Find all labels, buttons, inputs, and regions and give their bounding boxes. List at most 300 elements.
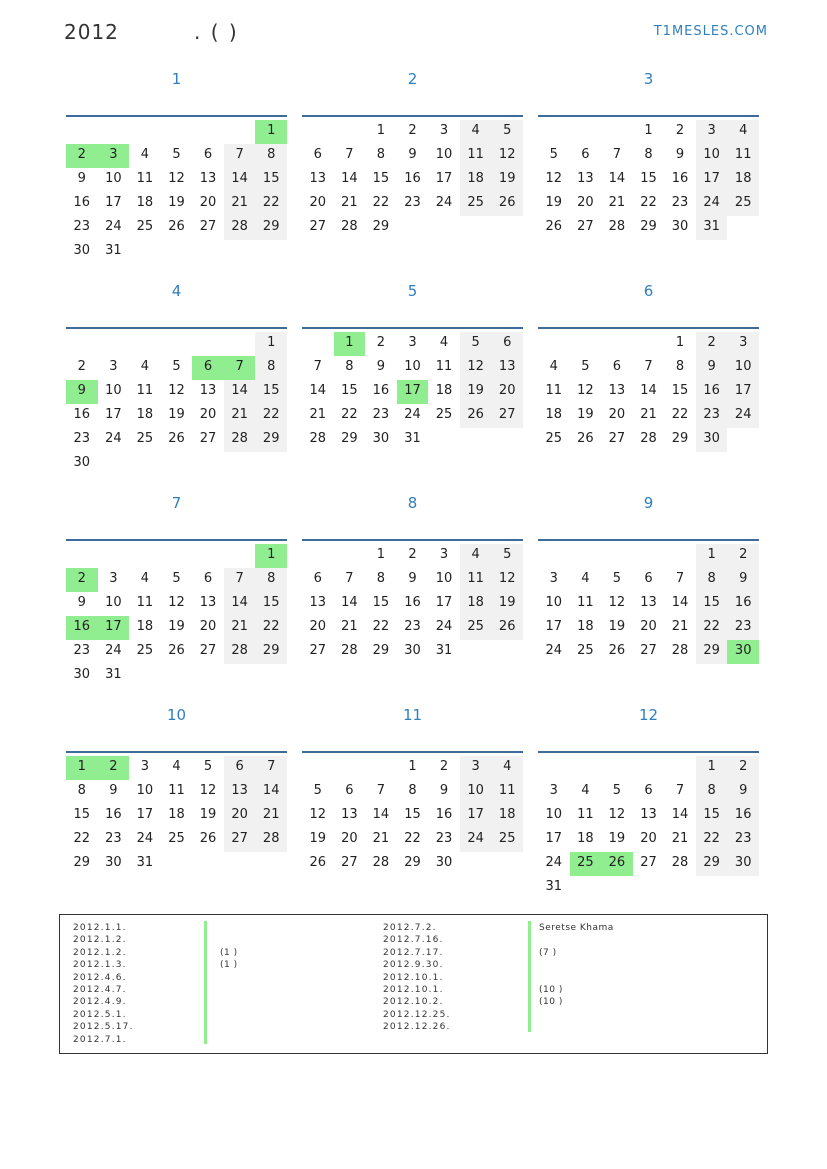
day-cell: 9: [727, 780, 759, 804]
day-blank: [334, 756, 366, 780]
day-blank: [601, 756, 633, 780]
day-cell: 13: [608, 383, 626, 398]
day-cell: 15: [671, 383, 689, 398]
day-cell: 25: [545, 431, 563, 446]
day-cell: 18: [727, 168, 759, 192]
holiday-day-cell: 16: [66, 616, 98, 640]
month-title: 7: [171, 494, 182, 512]
day-cell: 30: [404, 643, 421, 658]
day-cell: 21: [608, 195, 626, 210]
day-cell: 20: [309, 195, 327, 210]
holiday-day-cell: 17: [98, 616, 130, 640]
month-divider: [302, 539, 523, 541]
day-cell: 8: [376, 147, 386, 162]
day-cell: 7: [255, 756, 287, 780]
legend-date: 2012.10.1.: [383, 984, 444, 995]
day-cell: 13: [224, 780, 256, 804]
day-cell: 3: [696, 120, 728, 144]
day-cell: 17: [435, 595, 453, 610]
day-cell: 21: [224, 404, 256, 428]
day-blank: [129, 332, 161, 356]
month-6: [538, 282, 759, 494]
month-8: [302, 494, 523, 706]
day-cell: 24: [460, 828, 492, 852]
day-blank: [601, 120, 633, 144]
day-cell: 28: [341, 219, 358, 234]
day-cell: 17: [727, 380, 759, 404]
day-cell: 12: [491, 568, 523, 592]
day-cell: 2: [376, 335, 386, 350]
day-blank: [570, 120, 602, 144]
day-grid: [538, 332, 759, 452]
day-blank: [66, 332, 98, 356]
day-cell: 24: [727, 404, 759, 428]
day-cell: 11: [168, 783, 185, 798]
day-grid: [66, 544, 287, 688]
day-blank: [601, 332, 633, 356]
legend-note: [539, 1022, 614, 1034]
day-cell: 20: [577, 195, 594, 210]
day-cell: 25: [491, 828, 523, 852]
month-title: 8: [407, 494, 418, 512]
day-cell: 5: [581, 359, 590, 374]
day-blank: [302, 120, 334, 144]
day-grid: [538, 120, 759, 240]
day-blank: [161, 332, 193, 356]
legend-date: 2012.12.26.: [383, 1022, 451, 1033]
day-cell: 27: [640, 643, 657, 658]
day-cell: 16: [671, 171, 689, 186]
month-title: 3: [643, 70, 654, 88]
day-cell: 7: [224, 144, 256, 168]
day-cell: 28: [224, 428, 256, 452]
legend-note: [220, 923, 238, 935]
day-cell: 17: [105, 195, 122, 210]
day-cell: 8: [696, 568, 728, 592]
legend-date: 2012.4.7.: [73, 984, 127, 995]
day-cell: 7: [675, 783, 685, 798]
day-cell: 28: [608, 219, 626, 234]
day-blank: [365, 756, 397, 780]
day-cell: 4: [727, 120, 759, 144]
day-cell: 24: [404, 407, 421, 422]
day-blank: [664, 756, 696, 780]
day-cell: 12: [491, 144, 523, 168]
day-blank: [570, 332, 602, 356]
day-cell: 25: [168, 831, 185, 846]
day-cell: 27: [309, 643, 327, 658]
day-cell: 30: [73, 667, 91, 682]
day-cell: 10: [696, 144, 728, 168]
month-9: [538, 494, 759, 706]
day-cell: 27: [341, 855, 358, 870]
day-grid: [538, 756, 759, 900]
month-12: [538, 706, 759, 918]
day-cell: 3: [109, 571, 118, 586]
day-blank: [302, 756, 334, 780]
day-cell: 6: [224, 756, 256, 780]
day-cell: 23: [696, 404, 728, 428]
day-cell: 20: [608, 407, 626, 422]
day-cell: 19: [168, 407, 185, 422]
day-cell: 21: [671, 619, 689, 634]
day-cell: 5: [172, 571, 181, 586]
day-cell: 8: [255, 568, 287, 592]
month-title: 5: [407, 282, 418, 300]
legend-left-marker: [204, 921, 207, 1044]
day-cell: 24: [545, 855, 563, 870]
day-cell: 11: [460, 144, 492, 168]
day-cell: 3: [109, 359, 118, 374]
legend-note: (1 ): [220, 947, 238, 958]
holiday-legend: [59, 914, 768, 1054]
day-cell: 12: [460, 356, 492, 380]
day-cell: 23: [727, 616, 759, 640]
day-blank: [98, 332, 130, 356]
day-cell: 7: [345, 147, 354, 162]
day-cell: 20: [224, 804, 256, 828]
day-cell: 18: [136, 407, 154, 422]
day-cell: 14: [341, 171, 358, 186]
day-cell: 26: [545, 219, 563, 234]
legend-note: [539, 1010, 614, 1022]
site-link[interactable]: T1MESLES.COM: [653, 24, 768, 39]
day-cell: 27: [577, 219, 594, 234]
day-blank: [192, 120, 224, 144]
day-cell: 5: [491, 544, 523, 568]
day-cell: 30: [727, 852, 759, 876]
day-cell: 25: [460, 616, 492, 640]
day-cell: 31: [105, 243, 122, 258]
day-cell: 9: [675, 147, 685, 162]
day-cell: 25: [460, 192, 492, 216]
day-cell: 3: [439, 123, 449, 138]
day-cell: 22: [73, 831, 91, 846]
day-cell: 25: [136, 431, 154, 446]
day-cell: 30: [671, 219, 689, 234]
day-blank: [538, 756, 570, 780]
legend-note: (10 ): [539, 984, 563, 995]
day-cell: 7: [345, 571, 354, 586]
day-cell: 17: [696, 168, 728, 192]
day-cell: 13: [577, 171, 594, 186]
legend-date: 2012.7.16.: [383, 935, 444, 946]
day-cell: 14: [671, 595, 689, 610]
month-10: [66, 706, 287, 918]
day-cell: 18: [460, 592, 492, 616]
legend-date: 2012.4.6.: [73, 972, 127, 983]
day-cell: 18: [577, 831, 594, 846]
day-cell: 27: [199, 643, 217, 658]
day-cell: 10: [435, 571, 453, 586]
day-cell: 10: [105, 171, 122, 186]
day-cell: 7: [675, 571, 685, 586]
legend-right-marker: [528, 921, 531, 1032]
day-cell: 1: [696, 756, 728, 780]
legend-note: [539, 935, 614, 947]
day-cell: 28: [309, 431, 327, 446]
day-cell: 31: [136, 855, 154, 870]
day-cell: 6: [313, 147, 322, 162]
day-cell: 30: [73, 455, 91, 470]
day-cell: 26: [608, 643, 626, 658]
day-cell: 10: [105, 595, 122, 610]
day-cell: 1: [408, 759, 417, 774]
day-blank: [302, 332, 334, 356]
day-cell: 19: [460, 380, 492, 404]
day-grid: [302, 120, 523, 240]
day-cell: 26: [309, 855, 327, 870]
day-cell: 8: [644, 147, 653, 162]
day-cell: 23: [404, 195, 421, 210]
month-title: 12: [638, 706, 659, 724]
day-cell: 19: [608, 619, 626, 634]
day-cell: 30: [372, 431, 390, 446]
day-cell: 5: [460, 332, 492, 356]
day-cell: 4: [460, 544, 492, 568]
day-cell: 12: [309, 807, 327, 822]
legend-date: 2012.5.1.: [73, 1009, 127, 1020]
month-title: 4: [171, 282, 182, 300]
day-cell: 6: [203, 147, 213, 162]
day-cell: 5: [612, 571, 622, 586]
day-cell: 24: [696, 192, 728, 216]
day-cell: 27: [491, 404, 523, 428]
page-header: [64, 20, 768, 48]
holiday-day-cell: 6: [192, 356, 224, 380]
day-grid: [302, 544, 523, 664]
holiday-day-cell: 3: [98, 144, 130, 168]
day-cell: 16: [73, 195, 91, 210]
holiday-day-cell: 1: [334, 332, 366, 356]
day-cell: 31: [435, 643, 453, 658]
day-cell: 17: [105, 407, 122, 422]
day-cell: 14: [255, 780, 287, 804]
day-cell: 25: [136, 643, 154, 658]
legend-right-dates: [383, 923, 451, 1035]
day-blank: [192, 332, 224, 356]
day-cell: 19: [608, 831, 626, 846]
holiday-day-cell: 1: [66, 756, 98, 780]
day-cell: 17: [545, 831, 563, 846]
legend-date: 2012.10.2.: [383, 997, 444, 1008]
day-cell: 18: [136, 195, 154, 210]
day-cell: 18: [545, 407, 563, 422]
month-1: [66, 70, 287, 282]
day-cell: 15: [255, 380, 287, 404]
day-cell: 26: [168, 431, 185, 446]
day-cell: 23: [671, 195, 689, 210]
day-cell: 13: [640, 807, 657, 822]
day-cell: 6: [313, 571, 322, 586]
day-cell: 23: [73, 643, 91, 658]
day-cell: 11: [727, 144, 759, 168]
legend-note: (1 ): [220, 960, 238, 971]
legend-date: 2012.7.1.: [73, 1034, 127, 1045]
legend-note: [220, 1010, 238, 1022]
month-title: 2: [407, 70, 418, 88]
day-blank: [570, 756, 602, 780]
day-cell: 13: [309, 595, 327, 610]
day-cell: 6: [581, 147, 590, 162]
day-cell: 22: [255, 192, 287, 216]
day-cell: 7: [644, 359, 653, 374]
day-blank: [129, 120, 161, 144]
day-cell: 30: [73, 243, 91, 258]
day-cell: 27: [640, 855, 657, 870]
day-cell: 30: [105, 855, 122, 870]
day-cell: 8: [376, 571, 386, 586]
day-cell: 13: [640, 595, 657, 610]
day-cell: 20: [309, 619, 327, 634]
day-cell: 15: [73, 807, 91, 822]
month-divider: [302, 115, 523, 117]
legend-note: [220, 997, 238, 1009]
day-cell: 4: [140, 359, 150, 374]
day-cell: 2: [696, 332, 728, 356]
day-blank: [538, 332, 570, 356]
legend-date: 2012.7.17.: [383, 947, 444, 958]
day-cell: 29: [696, 852, 728, 876]
day-blank: [98, 120, 130, 144]
calendar-subtitle: . ( ): [194, 20, 239, 44]
day-cell: 27: [224, 828, 256, 852]
day-cell: 3: [439, 547, 449, 562]
day-cell: 18: [577, 619, 594, 634]
day-cell: 29: [255, 216, 287, 240]
day-cell: 21: [309, 407, 327, 422]
day-cell: 13: [309, 171, 327, 186]
legend-date: 2012.7.2.: [383, 923, 437, 933]
day-cell: 24: [545, 643, 563, 658]
day-cell: 2: [727, 544, 759, 568]
day-cell: 18: [168, 807, 185, 822]
day-cell: 12: [577, 383, 594, 398]
day-cell: 3: [727, 332, 759, 356]
day-cell: 14: [640, 383, 657, 398]
day-cell: 11: [435, 359, 453, 374]
day-grid: [302, 756, 523, 876]
day-cell: 29: [372, 219, 390, 234]
legend-note: (7 ): [539, 947, 557, 958]
day-cell: 2: [727, 756, 759, 780]
day-cell: 6: [345, 783, 354, 798]
month-divider: [66, 751, 287, 753]
holiday-day-cell: 25: [570, 852, 602, 876]
day-blank: [570, 544, 602, 568]
day-cell: 16: [727, 804, 759, 828]
day-cell: 5: [313, 783, 322, 798]
day-cell: 27: [309, 219, 327, 234]
day-cell: 30: [696, 428, 728, 452]
day-cell: 11: [491, 780, 523, 804]
day-cell: 23: [435, 831, 453, 846]
day-cell: 29: [671, 431, 689, 446]
day-cell: 28: [224, 640, 256, 664]
day-cell: 20: [341, 831, 358, 846]
month-divider: [538, 539, 759, 541]
day-cell: 29: [341, 431, 358, 446]
day-cell: 23: [73, 431, 91, 446]
day-cell: 16: [73, 407, 91, 422]
day-cell: 22: [696, 828, 728, 852]
day-cell: 17: [136, 807, 154, 822]
day-cell: 20: [199, 619, 217, 634]
day-blank: [161, 544, 193, 568]
day-cell: 10: [404, 359, 421, 374]
day-cell: 1: [376, 123, 386, 138]
day-cell: 13: [199, 595, 217, 610]
month-divider: [538, 327, 759, 329]
day-cell: 1: [644, 123, 653, 138]
day-cell: 18: [460, 168, 492, 192]
day-cell: 14: [341, 595, 358, 610]
day-blank: [334, 544, 366, 568]
holiday-day-cell: 7: [224, 356, 256, 380]
day-cell: 21: [640, 407, 657, 422]
holiday-day-cell: 9: [66, 380, 98, 404]
day-cell: 28: [255, 828, 287, 852]
day-cell: 22: [372, 619, 390, 634]
day-cell: 15: [696, 804, 728, 828]
day-cell: 15: [640, 171, 657, 186]
day-blank: [66, 120, 98, 144]
day-cell: 24: [105, 643, 122, 658]
holiday-day-cell: 30: [727, 640, 759, 664]
day-blank: [224, 544, 256, 568]
day-cell: 4: [140, 147, 150, 162]
month-5: [302, 282, 523, 494]
day-cell: 26: [491, 616, 523, 640]
day-cell: 24: [105, 219, 122, 234]
month-divider: [538, 115, 759, 117]
month-title: 1: [171, 70, 182, 88]
day-blank: [601, 544, 633, 568]
day-cell: 19: [491, 168, 523, 192]
month-title: 6: [643, 282, 654, 300]
day-blank: [224, 120, 256, 144]
day-cell: 13: [341, 807, 358, 822]
day-blank: [664, 544, 696, 568]
day-cell: 22: [640, 195, 657, 210]
month-divider: [538, 751, 759, 753]
month-divider: [302, 751, 523, 753]
day-cell: 10: [105, 383, 122, 398]
legend-note: [220, 973, 238, 985]
day-cell: 3: [140, 759, 150, 774]
day-cell: 4: [581, 783, 590, 798]
day-cell: 6: [612, 359, 622, 374]
day-blank: [129, 544, 161, 568]
day-cell: 8: [696, 780, 728, 804]
legend-note: (10 ): [539, 997, 563, 1008]
day-cell: 3: [408, 335, 417, 350]
day-cell: 14: [224, 168, 256, 192]
day-blank: [538, 544, 570, 568]
day-blank: [66, 544, 98, 568]
day-cell: 12: [608, 595, 626, 610]
day-cell: 10: [727, 356, 759, 380]
day-cell: 23: [404, 619, 421, 634]
day-cell: 9: [77, 595, 86, 610]
day-cell: 6: [644, 783, 653, 798]
day-cell: 29: [640, 219, 657, 234]
day-cell: 28: [640, 431, 657, 446]
day-cell: 19: [545, 195, 563, 210]
day-cell: 3: [549, 571, 558, 586]
day-cell: 9: [696, 356, 728, 380]
day-cell: 14: [224, 380, 256, 404]
